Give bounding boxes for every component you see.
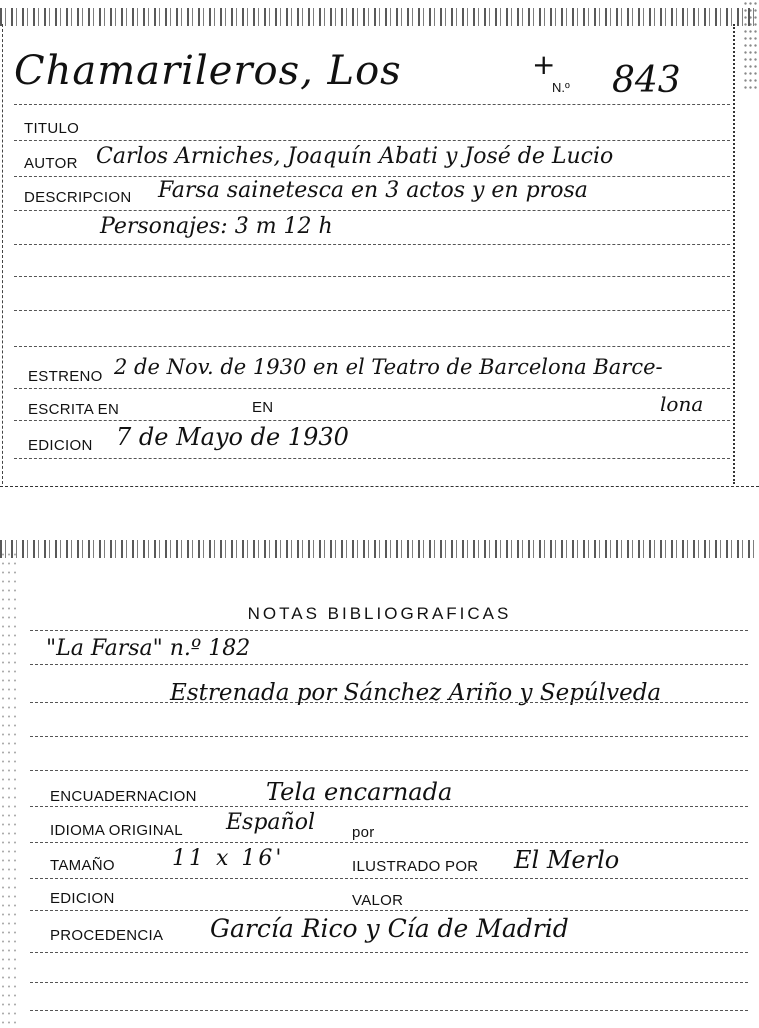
ruled-line bbox=[14, 458, 730, 459]
escrita-en-label: ESCRITA EN bbox=[28, 401, 120, 418]
ruled-line bbox=[30, 982, 748, 983]
personajes-value: Personajes: 3 m 12 h bbox=[100, 214, 333, 239]
ruled-line bbox=[30, 910, 748, 911]
plus-mark: + bbox=[532, 48, 556, 81]
ruled-line bbox=[14, 310, 730, 311]
ruled-line bbox=[14, 276, 730, 277]
estreno-label: ESTRENO bbox=[28, 368, 103, 385]
por-label: por bbox=[352, 824, 375, 841]
ruled-line bbox=[14, 420, 730, 421]
autor-value: Carlos Arniches, Joaquín Abati y José de Lucio bbox=[96, 144, 614, 169]
valor-label: VALOR bbox=[352, 892, 404, 909]
catalog-card-front bbox=[0, 0, 759, 495]
tamano-label: TAMAÑO bbox=[50, 857, 115, 874]
estreno-value-continued: lona bbox=[660, 392, 704, 416]
ruled-line bbox=[30, 1010, 748, 1011]
edicion-label: EDICION bbox=[28, 437, 93, 454]
card-bottom-edge bbox=[0, 486, 759, 487]
descripcion-value: Farsa sainetesca en 3 actos y en prosa bbox=[158, 178, 588, 203]
notas-heading: NOTAS BIBLIOGRAFICAS bbox=[247, 604, 512, 623]
ruled-line bbox=[30, 736, 748, 737]
note-line-2: Estrenada por Sánchez Ariño y Sepúlveda bbox=[170, 680, 662, 706]
idioma-label: IDIOMA ORIGINAL bbox=[50, 822, 183, 839]
title-underline bbox=[14, 104, 730, 105]
procedencia-value: García Rico y Cía de Madrid bbox=[210, 914, 569, 943]
tamano-value: 11 x 16' bbox=[172, 846, 285, 871]
card-right-edge-texture bbox=[743, 0, 759, 90]
estreno-value: 2 de Nov. de 1930 en el Teatro de Barcelona Barce- bbox=[114, 355, 663, 379]
ruled-line bbox=[30, 630, 748, 631]
card-top-edge-texture bbox=[0, 540, 759, 558]
ruled-line bbox=[14, 176, 730, 177]
ruled-line bbox=[30, 702, 748, 703]
ruled-line bbox=[14, 346, 730, 347]
catalog-number: 843 bbox=[612, 60, 681, 101]
note-line-1: "La Farsa" n.º 182 bbox=[46, 636, 251, 661]
ruled-line bbox=[14, 140, 730, 141]
ruled-line bbox=[30, 664, 748, 665]
en-label: EN bbox=[252, 399, 274, 416]
encuadernacion-value: Tela encarnada bbox=[266, 778, 453, 806]
autor-label: AUTOR bbox=[24, 155, 78, 172]
edicion-value: 7 de Mayo de 1930 bbox=[116, 423, 349, 451]
ruled-line bbox=[30, 952, 748, 953]
card-title-handwritten: Chamarileros, Los bbox=[14, 48, 402, 94]
titulo-label: TITULO bbox=[24, 120, 80, 137]
ilustrado-label: ILUSTRADO POR bbox=[352, 858, 479, 875]
ruled-line bbox=[30, 806, 748, 807]
idioma-value: Español bbox=[226, 810, 315, 835]
ruled-line bbox=[30, 842, 748, 843]
ruled-line bbox=[30, 878, 748, 879]
edicion-label-2: EDICION bbox=[50, 890, 115, 907]
ruled-line bbox=[30, 770, 748, 771]
encuadernacion-label: ENCUADERNACION bbox=[50, 788, 197, 805]
ruled-line bbox=[14, 210, 730, 211]
ruled-line bbox=[14, 244, 730, 245]
ruled-line bbox=[14, 388, 730, 389]
procedencia-label: PROCEDENCIA bbox=[50, 927, 164, 944]
number-label: N.º bbox=[552, 80, 570, 95]
ilustrado-value: El Merlo bbox=[514, 846, 620, 874]
descripcion-label: DESCRIPCION bbox=[24, 189, 132, 206]
catalog-card-back bbox=[0, 540, 759, 1028]
